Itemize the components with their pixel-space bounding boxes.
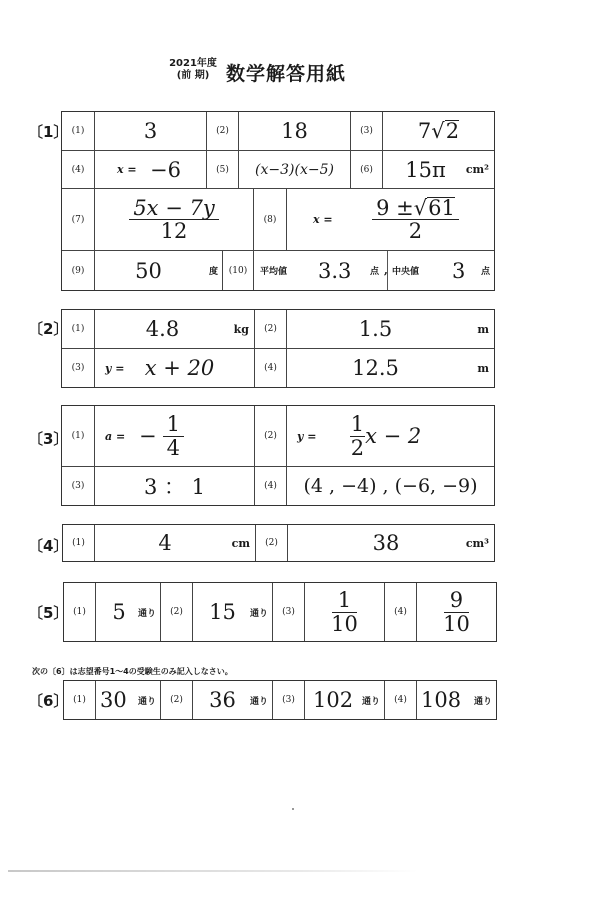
section-label-6: 〔6〕	[28, 692, 69, 710]
item-number: (5)	[207, 151, 239, 189]
answer-value: 15π	[405, 157, 446, 182]
answer-cell[interactable]	[288, 525, 494, 561]
denominator: 2	[408, 219, 423, 243]
answer-cell[interactable]	[95, 406, 255, 467]
item-number: (4)	[385, 583, 417, 641]
answer-cell[interactable]	[417, 681, 496, 719]
item-number: (1)	[62, 112, 95, 151]
answer-value: 50	[135, 258, 162, 283]
answer-cell[interactable]	[287, 467, 494, 505]
item-number: (8)	[254, 189, 287, 251]
answer-prefix: x =	[313, 213, 333, 226]
section-label-2: 〔2〕	[28, 320, 69, 338]
answer-cell[interactable]	[95, 525, 256, 561]
denominator: 4	[166, 435, 180, 460]
section-label-3: 〔3〕	[28, 430, 69, 448]
fraction	[163, 413, 184, 458]
numerator: 5x − 7y	[129, 197, 218, 220]
answer-cell[interactable]	[287, 189, 494, 251]
unit-label: m	[477, 361, 489, 375]
unit-label: m	[477, 322, 489, 336]
answer-cell[interactable]	[95, 112, 207, 151]
denominator: 10	[331, 611, 358, 636]
numerator: 1	[163, 413, 184, 436]
mean-value: 3.3	[318, 258, 352, 283]
item-number: (3)	[273, 583, 305, 641]
answer-cell[interactable]	[383, 151, 494, 189]
fraction	[443, 589, 470, 634]
answer-cell[interactable]	[239, 151, 351, 189]
coefficient: 7	[417, 119, 432, 143]
answer-table-1	[61, 111, 495, 291]
answer-value: 4	[158, 531, 172, 555]
answer-cell[interactable]	[193, 681, 273, 719]
item-number: (3)	[62, 467, 95, 505]
sign: −	[139, 424, 157, 448]
answer-value: x + 20	[144, 356, 215, 380]
answer-cell[interactable]	[95, 349, 255, 387]
answer-cell[interactable]	[305, 681, 385, 719]
answer-cell[interactable]	[95, 251, 223, 290]
item-number: (4)	[255, 349, 287, 387]
item-number: (9)	[62, 251, 95, 290]
answer-cell[interactable]	[95, 310, 255, 349]
answer-value: 7√2	[417, 119, 460, 143]
item-number: (1)	[64, 583, 96, 641]
item-number: (10)	[223, 251, 254, 290]
answer-value: 36	[209, 688, 236, 712]
fraction	[372, 197, 459, 242]
numerator: 1	[350, 412, 365, 437]
header-term: (前 期)	[176, 70, 210, 81]
answer-cell[interactable]	[239, 112, 351, 151]
answer-cell[interactable]	[96, 681, 161, 719]
radicand: 61	[428, 195, 455, 220]
radicand: 2	[445, 119, 460, 143]
unit-label: cm	[231, 536, 250, 550]
answer-value: (4 , −4) , (−6, −9)	[303, 475, 478, 497]
answer-value: 4.8	[145, 317, 180, 341]
unit-label: cm³	[465, 536, 489, 550]
numerator-text: 9 ±	[376, 195, 414, 220]
item-number: (4)	[62, 151, 95, 189]
item-number: (2)	[207, 112, 239, 151]
answer-table-2	[61, 309, 495, 388]
header-year: 2021年度	[169, 58, 217, 69]
unit-label: 通り	[137, 608, 156, 619]
item-number: (2)	[255, 406, 287, 467]
scan-edge-line	[8, 870, 418, 872]
page-title: 数学解答用紙	[226, 63, 347, 85]
answer-prefix: y =	[297, 429, 317, 443]
scan-speck	[292, 808, 294, 810]
median-label: 中央値	[392, 267, 420, 277]
answer-value: 18	[281, 119, 308, 143]
item-number: (2)	[161, 583, 193, 641]
answer-value: 38	[372, 531, 400, 555]
unit-label: cm²	[465, 163, 489, 176]
answer-value: 30	[100, 688, 127, 712]
item-number: (4)	[385, 681, 417, 719]
item-number: (3)	[351, 112, 383, 151]
section-label-4: 〔4〕	[28, 537, 69, 555]
answer-value: 3 ： 1	[143, 475, 206, 499]
separator: ,	[384, 264, 388, 277]
item-number: (1)	[62, 406, 95, 467]
answer-value: 102	[313, 688, 354, 712]
answer-cell[interactable]	[96, 583, 161, 641]
answer-cell[interactable]	[95, 151, 207, 189]
unit-label: 通り	[249, 608, 268, 619]
item-number: (2)	[256, 525, 288, 561]
answer-value: 1.5	[358, 317, 393, 341]
numerator: 9	[444, 589, 469, 612]
answer-prefix: x =	[117, 163, 137, 176]
median-value: 3	[452, 258, 466, 283]
median-unit: 点	[480, 267, 490, 277]
item-number: (6)	[351, 151, 383, 189]
header-year-term	[168, 58, 218, 82]
answer-value: 12.5	[352, 356, 399, 380]
item-number: (1)	[64, 681, 96, 719]
answer-prefix: y =	[105, 361, 125, 375]
answer-value: 3	[143, 119, 158, 143]
fraction	[129, 197, 218, 242]
answer-cell[interactable]	[193, 583, 273, 641]
answer-cell[interactable]	[95, 467, 255, 505]
item-number: (7)	[62, 189, 95, 251]
item-number: (2)	[161, 681, 193, 719]
denominator: 12	[160, 219, 188, 243]
unit-label: 通り	[137, 696, 156, 707]
answer-value: 108	[421, 688, 462, 712]
numerator: 1	[332, 589, 357, 612]
mean-label: 平均値	[260, 267, 288, 277]
item-number: (3)	[62, 349, 95, 387]
section-label-5: 〔5〕	[28, 604, 69, 622]
answer-suffix: x − 2	[365, 424, 422, 448]
section-label-1: 〔1〕	[28, 123, 69, 141]
item-number: (1)	[62, 310, 95, 349]
answer-cell[interactable]	[305, 583, 385, 641]
unit-label: 通り	[473, 696, 492, 707]
q6-instruction: 次の〔6〕は志望番号1～4の受験生のみ記入しなさい。	[32, 667, 233, 676]
answer-table-4	[62, 524, 495, 562]
answer-value: 15	[209, 600, 236, 624]
unit-label: 通り	[249, 696, 268, 707]
unit-label: 度	[208, 267, 218, 277]
answer-value: −6	[150, 157, 181, 182]
answer-cell[interactable]	[287, 349, 494, 387]
answer-table-5	[63, 582, 497, 642]
denominator: 10	[443, 611, 470, 636]
numerator: 9 ±√61	[372, 197, 459, 220]
answer-prefix: a =	[105, 429, 126, 443]
unit-label: 通り	[361, 696, 380, 707]
answer-table-3	[61, 405, 495, 506]
answer-cell[interactable]	[95, 189, 254, 251]
answer-cell[interactable]	[254, 251, 494, 290]
answer-cell[interactable]	[287, 406, 494, 467]
unit-label: kg	[233, 322, 249, 336]
mean-unit: 点	[370, 267, 380, 277]
item-number: (1)	[63, 525, 95, 561]
item-number: (4)	[255, 467, 287, 505]
answer-value: 5	[112, 600, 126, 624]
fraction	[350, 413, 365, 458]
item-number: (3)	[273, 681, 305, 719]
answer-cell[interactable]	[383, 112, 494, 151]
answer-cell[interactable]	[417, 583, 496, 641]
denominator: 2	[350, 435, 365, 460]
fraction	[331, 589, 358, 634]
answer-value: (x−3)(x−5)	[255, 161, 334, 178]
item-number: (2)	[255, 310, 287, 349]
answer-table-6	[63, 680, 497, 720]
answer-cell[interactable]	[287, 310, 494, 349]
